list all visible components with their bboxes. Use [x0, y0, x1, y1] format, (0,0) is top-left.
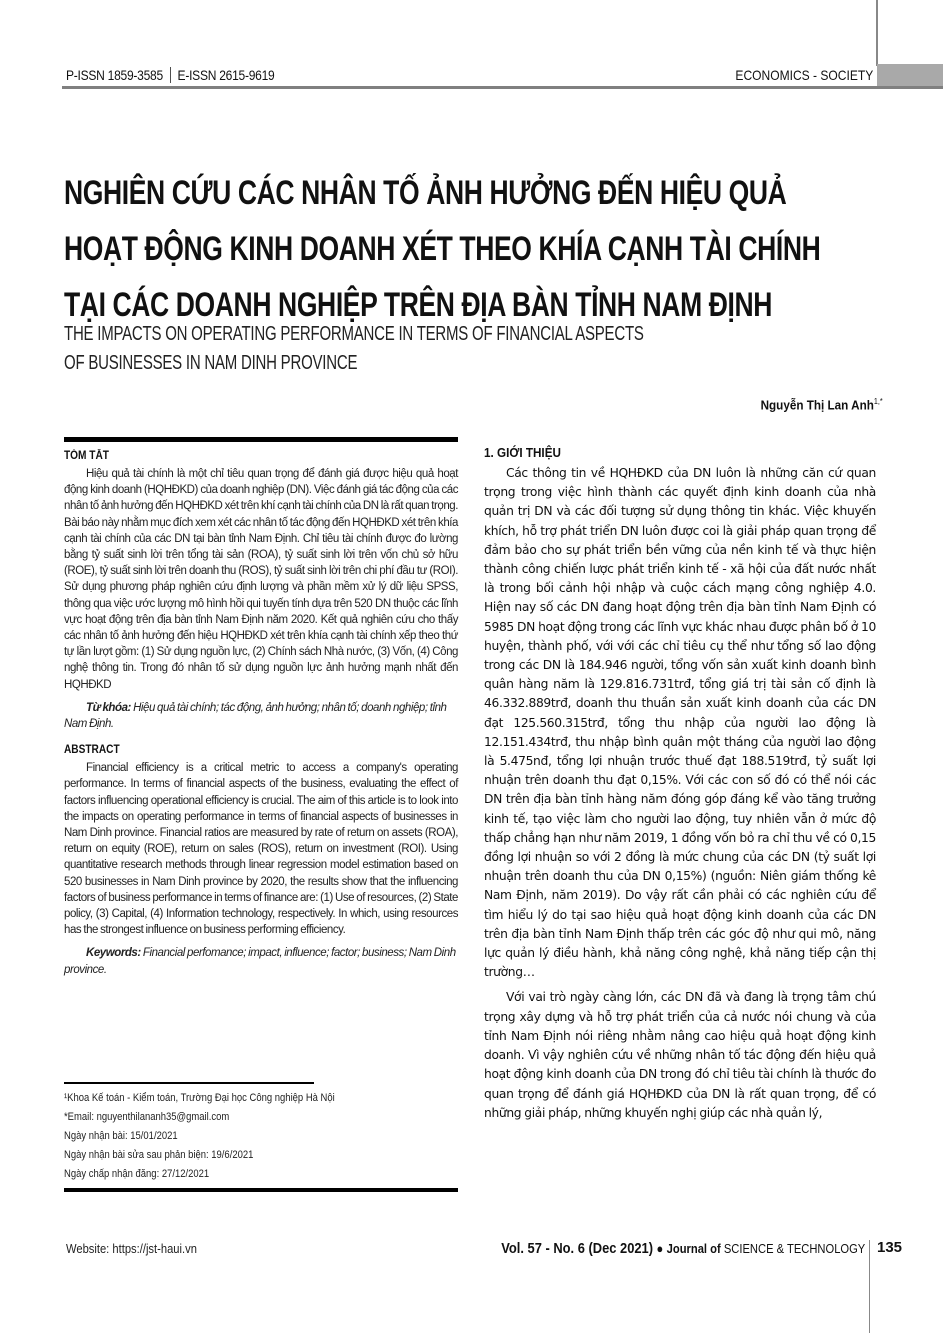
volume-issue: Vol. 57 - No. 6 (Dec 2021) — [500, 1240, 653, 1257]
abstract-text: Financial efficiency is a critical metric to access a company's operating performance. In terms of financial aspects of the business, evaluating the effect of factors influencing operational efficiency is crucial. The aim of this article is to look into the impacts on operating performance in terms of financial aspects of businesses in Nam Dinh province. Financial ratios are measured by rate of return on assets (ROA), return on equity (ROE), return on sales (ROS), return on investment (ROI). Using quantitative research methods through linear regression model estimation based on 520 businesses in Nam Dinh province by 2020, the results show that the influencing factors of business performance in terms of finance are: (1) Use of resources, (2) State policy, (3) Capital, (4) Information technology, respectively. In which, using resources has the strongest influence on business performing efficiency. — [64, 762, 458, 937]
journal-name: SCIENCE & TECHNOLOGY — [723, 1241, 865, 1256]
footnote-revised: Ngày nhận bài sửa sau phản biện: 19/6/2021 — [64, 1149, 254, 1161]
footer-vertical-line — [869, 1240, 870, 1333]
introduction-paragraph: Các thông tin về HQHĐKD của DN luôn là những căn cứ quan trọng trong việc hình thành các quyết định kinh doanh của nhà quản trị DN và các đối tượng sử dụng thông tin khác. Việc khuyến khích, hỗ trợ phát triển DN luôn được coi là giải pháp quan trọng để đảm bảo cho sự phát triển bền vững của nền kinh tế và thực hiện thành công chiến lược phát triển kinh tế - xã hội của đất nước nhất là trong bối cảnh hội nhập và cuộc cách mạng công nghiệp 4.0. Hiện nay số các DN đang hoạt động trên địa bàn tỉnh Nam Định có 5985 DN hoạt động trong các lĩnh vực khác nhau được phân bố ở 10 huyện, thành phố, với với các chỉ tiêu cụ thể như tổng số lao động trong các DN là 184.946 người, tổng vốn sản xuất kinh doanh bình quân hàng năm là 129.816.731trđ, tổng giá trị tài sản cố định là 46.332.889trđ, doanh thu thuần sản xuất kinh doanh của các DN đạt 125.560.315trđ, tổng thu nhập của người lao động là 12.151.434trđ, thu nhập bình quân một tháng của người lao động là 5.475nđ, tổng lợi nhuận trước thuế đạt 188.519trđ, tỷ suất lợi nhuận trên doanh thu đạt 0,15%. Với các con số đó có thể nói các DN trên địa bàn tỉnh hàng năm đóng góp đáng kể vào tăng trưởng kinh tế, tạo việc làm cho người lao động, tuy nhiên vẫn ở mức độ thấp chẳng hạn như năm 2019, 1 đồng vốn bỏ ra chỉ thu về có 0,15 đồng lợi nhuận so với 2 đồng là mức chung của các DN (tỷ suất lợi nhuận trên doanh thu của DN 0,15%) (nguồn: Niên giám thống kê Nam Định, năm 2019). Do vậy rất cần phải có các nghiên cứu để tìm hiểu lý do tại sao hiệu quả hoạt động kinh doanh của các DN trên địa bàn tỉnh Nam Định thấp trên các góc độ như qui mô, năng lực quản lý điều hành, khả năng công nghệ, khả năng tiếp cận thị trường… — [484, 466, 876, 980]
journal-prefix: Journal of — [666, 1241, 721, 1256]
title-line: NGHIÊN CỨU CÁC NHÂN TỐ ẢNH HƯỞNG ĐẾN HIỆU QUẢ — [64, 174, 787, 212]
footnote-accepted: Ngày chấp nhận đăng: 27/12/2021 — [64, 1168, 210, 1180]
tom-tat-text: Hiệu quả tài chính là một chỉ tiêu quan trọng để đánh giá được hiệu quả hoạt động kinh doanh (HQHĐKD) của doanh nghiệp (DN). Việc đánh giá tác động của các nhân tố ảnh hưởng đến HQHĐKD xét trên khí cạnh tài chính của DN là rất quan trọng. Bài báo này nhằm mục đích xem xét các nhân tố tác động đến HQHĐKD xét trên khía cạnh tài chính của các DN tại bàn tỉnh Nam Định. Chỉ tiêu tài chính được đo lường bằng tỷ suất sinh lời trên tổng tài sản (ROA), tỷ suất sinh lời trên vốn chủ sở hữu (ROE), tỷ suất sinh lời trên doanh thu (ROS), tỷ suất sinh lời trên chi phí đầu tư (ROI). Sử dụng phương pháp nghiên cứu định lượng và phần mềm xử lý dữ liệu SPSS, thông qua việc ước lượng mô hình hồi qui tuyến tính dựa trên 520 DN thuộc các lĩnh vực hoạt động trên địa bàn tỉnh Nam Định năm 2020. Kết quả nghiên cứu cho thấy các nhân tố ảnh hưởng đến hiệu HQHĐKD xét trên khía cạnh tài chính xếp theo thứ tự lần lượt gồm: (1) Sử dụng nguồn lực, (2) Chính sách Nhà nước, (3) Vốn, (4) Công nghệ thông tin. Trong đó nhân tố sử dụng nguồn lực ảnh hưởng mạnh nhất đến HQHĐKD — [64, 468, 458, 691]
issn-separator — [170, 67, 171, 83]
bullet-icon: ● — [656, 1241, 663, 1256]
keywords-label: Keywords: — [86, 947, 141, 960]
keywords-label: Từ khóa: — [86, 701, 131, 714]
footnotes — [64, 1082, 335, 1184]
header-rule — [62, 86, 943, 89]
introduction-heading: 1. GIỚI THIỆU — [484, 445, 561, 460]
header-vertical-line — [876, 0, 878, 66]
abstract-heading: ABSTRACT — [64, 744, 120, 757]
introduction-paragraph: Với vai trò ngày càng lớn, các DN đã và đang là trọng tâm chú trọng xây dựng và hỗ trợ phát triển của cả nước nói chung và của tỉnh Nam Định nói riêng nhằm nâng cao hiệu quả hoạt động kinh doanh. Vì vậy nghiên cứu về những nhân tố tác động đến hiệu quả hoạt động kinh doanh của DN trong đó chỉ tiêu tài chính là thước đo quan trọng để đánh giá HQHĐKD của DN là rất quan trọng, để có những giải pháp, những khuyến nghị giúp các nhà quản lý, — [484, 990, 876, 1120]
website-link[interactable]: Website: https://jst-haui.vn — [66, 1241, 197, 1256]
abstract-keywords — [64, 945, 458, 977]
author — [761, 397, 883, 412]
section-label: ECONOMICS - SOCIETY — [735, 67, 873, 83]
title-en-line: THE IMPACTS ON OPERATING PERFORMANCE IN TERMS OF FINANCIAL ASPECTS — [64, 323, 644, 345]
abstract-top-rule — [64, 437, 458, 442]
tom-tat-heading: TÓM TẮT — [64, 450, 109, 462]
journal-info — [501, 1240, 865, 1257]
issn-electronic: E-ISSN 2615-9619 — [177, 67, 275, 83]
issn-header — [66, 67, 274, 83]
abstract-column — [64, 437, 458, 978]
footnote-affiliation: ¹Khoa Kế toán - Kiểm toán, Trường Đại học Công nghiệp Hà Nội — [64, 1092, 335, 1104]
footnote-bottom-rule — [64, 1188, 458, 1192]
footnote-email: *Email: nguyenthilananh35@gmail.com — [64, 1111, 230, 1123]
title-line: HOẠT ĐỘNG KINH DOANH XÉT THEO KHÍA CẠNH TÀI CHÍNH — [64, 230, 821, 268]
title-en-line: OF BUSINESSES IN NAM DINH PROVINCE — [64, 352, 358, 374]
tom-tat-keywords — [64, 700, 458, 732]
title-line: TẠI CÁC DOANH NGHIỆP TRÊN ĐỊA BÀN TỈNH NAM ĐỊNH — [64, 286, 773, 324]
title-vietnamese — [64, 165, 821, 333]
author-affiliation-marks: 1,* — [874, 397, 883, 406]
author-name: Nguyễn Thị Lan Anh — [760, 397, 875, 413]
section-color-tab — [877, 64, 943, 86]
introduction-column — [484, 445, 876, 1123]
footnote-received: Ngày nhận bài: 15/01/2021 — [64, 1130, 178, 1142]
page-number: 135 — [877, 1239, 903, 1256]
issn-print: P-ISSN 1859-3585 — [66, 67, 163, 83]
keywords-value: Financial perfomance; impact, influence; factor; business; Nam Dinh province. — [64, 947, 456, 976]
keywords-value: Hiệu quả tài chính; tác động, ảnh hưởng; nhân tố; doanh nghiệp; tỉnh Nam Định. — [64, 701, 447, 731]
title-english — [64, 320, 644, 378]
